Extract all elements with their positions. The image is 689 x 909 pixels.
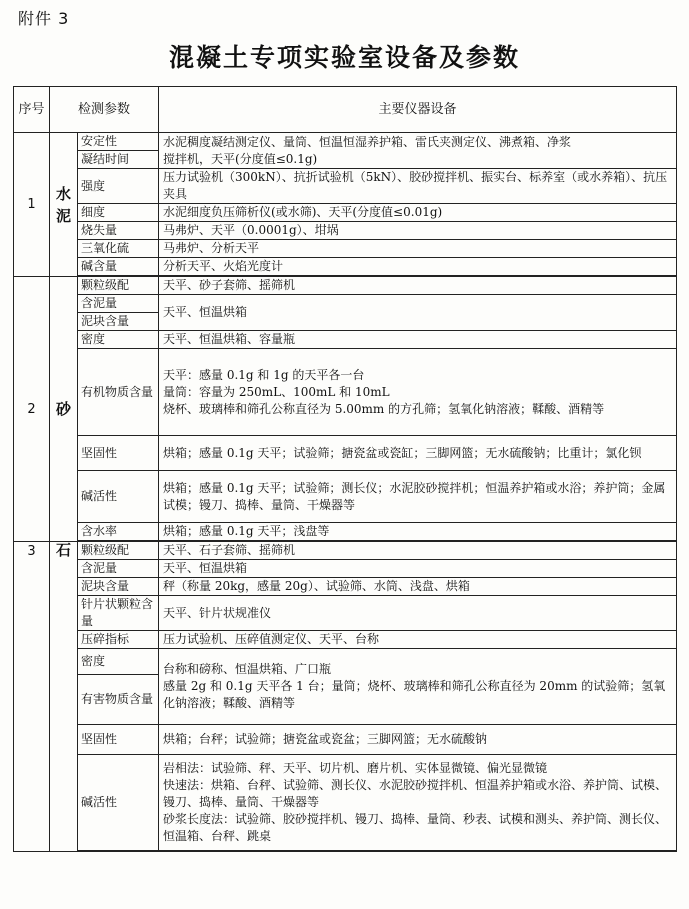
equip-cell: 烘箱；台秤；试验筛；搪瓷盆或瓷盆；三脚网篮；无水硫酸钠	[159, 725, 677, 755]
param-cell: 含泥量	[78, 295, 159, 313]
material-stone: 石	[50, 542, 78, 852]
equip-cell: 马弗炉、分析天平	[159, 240, 677, 258]
param-cell: 坚固性	[78, 436, 159, 471]
attachment-label: 附件 3	[18, 9, 70, 28]
param-cell: 有害物质含量	[78, 675, 159, 725]
table-row	[14, 240, 677, 258]
table-row	[14, 295, 677, 313]
param-cell: 碱活性	[78, 471, 159, 523]
equip-cell: 烘箱；感量 0.1g 天平；浅盘等	[159, 523, 677, 541]
param-cell: 强度	[78, 169, 159, 204]
table-row	[14, 349, 677, 436]
equip-cell: 水泥细度负压筛析仪(或水筛)、天平(分度值≤0.01g)	[159, 204, 677, 222]
header-equip: 主要仪器设备	[159, 87, 677, 133]
table-row	[14, 331, 677, 349]
equip-line: 量筒：容量为 250mL、100mL 和 10mL	[163, 384, 390, 399]
table-row	[14, 631, 677, 649]
param-cell: 密度	[78, 331, 159, 349]
param-cell: 颗粒级配	[78, 277, 159, 295]
table-row	[14, 649, 677, 675]
equip-cell: 烘箱；感量 0.1g 天平；试验筛；搪瓷盆或瓷缸；三脚网篮；无水硫酸钠；比重计；氯化钡	[159, 436, 677, 471]
equip-line: 烧杯、玻璃棒和筛孔公称直径为 5.00mm 的方孔筛；氢氧化钠溶液；鞣酸、酒精等	[163, 401, 605, 416]
table-row	[14, 222, 677, 240]
equip-cell	[159, 755, 677, 851]
equip-line: 砂浆长度法：试验筛、胶砂搅拌机、镘刀、捣棒、量筒、秒表、试模和测头、养护筒、测长仪、恒温箱、台秤、跳桌	[163, 812, 668, 843]
table-row	[14, 542, 677, 560]
param-cell: 含泥量	[78, 560, 159, 578]
table-row	[14, 204, 677, 222]
equip-cell: 烘箱；感量 0.1g 天平；试验筛；测长仪；水泥胶砂搅拌机；恒温养护箱或水浴；养护筒；金属试模；镘刀、捣棒、量筒、干燥器等	[159, 471, 677, 523]
header-no: 序号	[14, 87, 50, 133]
param-cell: 碱含量	[78, 258, 159, 276]
table-row	[14, 471, 677, 523]
equip-line: 台称和磅称、恒温烘箱、广口瓶	[163, 662, 332, 676]
equip-cell: 天平、恒温烘箱、容量瓶	[159, 331, 677, 349]
table-row	[14, 169, 677, 204]
section-no-sand: 2	[14, 277, 50, 542]
equip-cell: 分析天平、火焰光度计	[159, 258, 677, 276]
equip-line: 天平：感量 0.1g 和 1g 的天平各一台	[163, 367, 365, 382]
param-cell: 三氧化硫	[78, 240, 159, 258]
table-row	[14, 258, 677, 276]
param-cell: 泥块含量	[78, 313, 159, 331]
equip-cell: 马弗炉、天平（0.0001g）、坩埚	[159, 222, 677, 240]
table-row	[14, 277, 677, 295]
equipment-table	[13, 86, 677, 852]
table-row	[14, 133, 677, 151]
param-cell: 颗粒级配	[78, 542, 159, 560]
table-row	[14, 560, 677, 578]
equip-cell: 天平、针片状规准仪	[159, 596, 677, 631]
param-cell: 有机物质含量	[78, 349, 159, 436]
param-cell: 凝结时间	[78, 151, 159, 169]
param-cell: 坚固性	[78, 725, 159, 755]
param-cell: 压碎指标	[78, 631, 159, 649]
page-title: 混凝土专项实验室设备及参数	[168, 43, 520, 72]
equip-line: 水泥稠度凝结测定仪、量筒、恒温恒湿养护箱、雷氏夹测定仪、沸煮箱、净浆	[163, 134, 572, 149]
equip-cell: 天平、石子套筛、摇筛机	[159, 542, 677, 560]
table-row	[14, 725, 677, 755]
header-param: 检测参数	[50, 87, 159, 133]
equip-cell	[159, 649, 677, 725]
equip-cell	[159, 349, 677, 436]
table-row	[14, 596, 677, 631]
equip-cell: 秤（称量 20kg，感量 20g）、试验筛、水筒、浅盘、烘箱	[159, 578, 677, 596]
equip-line: 快速法：烘箱、台秤、试验筛、测长仪、水泥胶砂搅拌机、恒温养护箱或水浴、养护筒、试模、镘刀、捣棒、量筒、干燥器等	[163, 778, 668, 809]
equip-line: 感量 2g 和 0.1g 天平各 1 台；量筒；烧杯、玻璃棒和筛孔公称直径为 20mm 的试验筛；氢氧化钠溶液；鞣酸、酒精等	[163, 679, 666, 710]
equip-cell: 压力试验机（300kN）、抗折试验机（5kN）、胶砂搅拌机、振实台、标养室（或水养箱）、抗压夹具	[159, 169, 677, 204]
table-row	[14, 436, 677, 471]
section-no-cement: 1	[14, 133, 50, 277]
equip-line: 搅拌机，天平(分度值≤0.1g)	[163, 151, 318, 166]
equip-cell: 天平、恒温烘箱	[159, 560, 677, 578]
param-cell: 含水率	[78, 523, 159, 541]
param-cell: 烧失量	[78, 222, 159, 240]
section-no-stone: 3	[14, 542, 50, 852]
header-row	[14, 87, 677, 133]
equip-cell: 天平、砂子套筛、摇筛机	[159, 277, 677, 295]
table-row	[14, 755, 677, 851]
param-cell: 碱活性	[78, 755, 159, 851]
table-row	[14, 523, 677, 541]
param-cell: 针片状颗粒含量	[78, 596, 159, 631]
equip-cell	[159, 133, 677, 169]
material-sand: 砂	[50, 277, 78, 542]
equip-cell: 天平、恒温烘箱	[159, 295, 677, 331]
param-cell: 安定性	[78, 133, 159, 151]
param-cell: 密度	[78, 649, 159, 675]
param-cell: 细度	[78, 204, 159, 222]
material-cement: 水泥	[50, 133, 78, 277]
table-row	[14, 578, 677, 596]
equip-line: 岩相法：试验筛、秤、天平、切片机、磨片机、实体显微镜、偏光显微镜	[163, 761, 548, 775]
equip-cell: 压力试验机、压碎值测定仪、天平、台称	[159, 631, 677, 649]
param-cell: 泥块含量	[78, 578, 159, 596]
